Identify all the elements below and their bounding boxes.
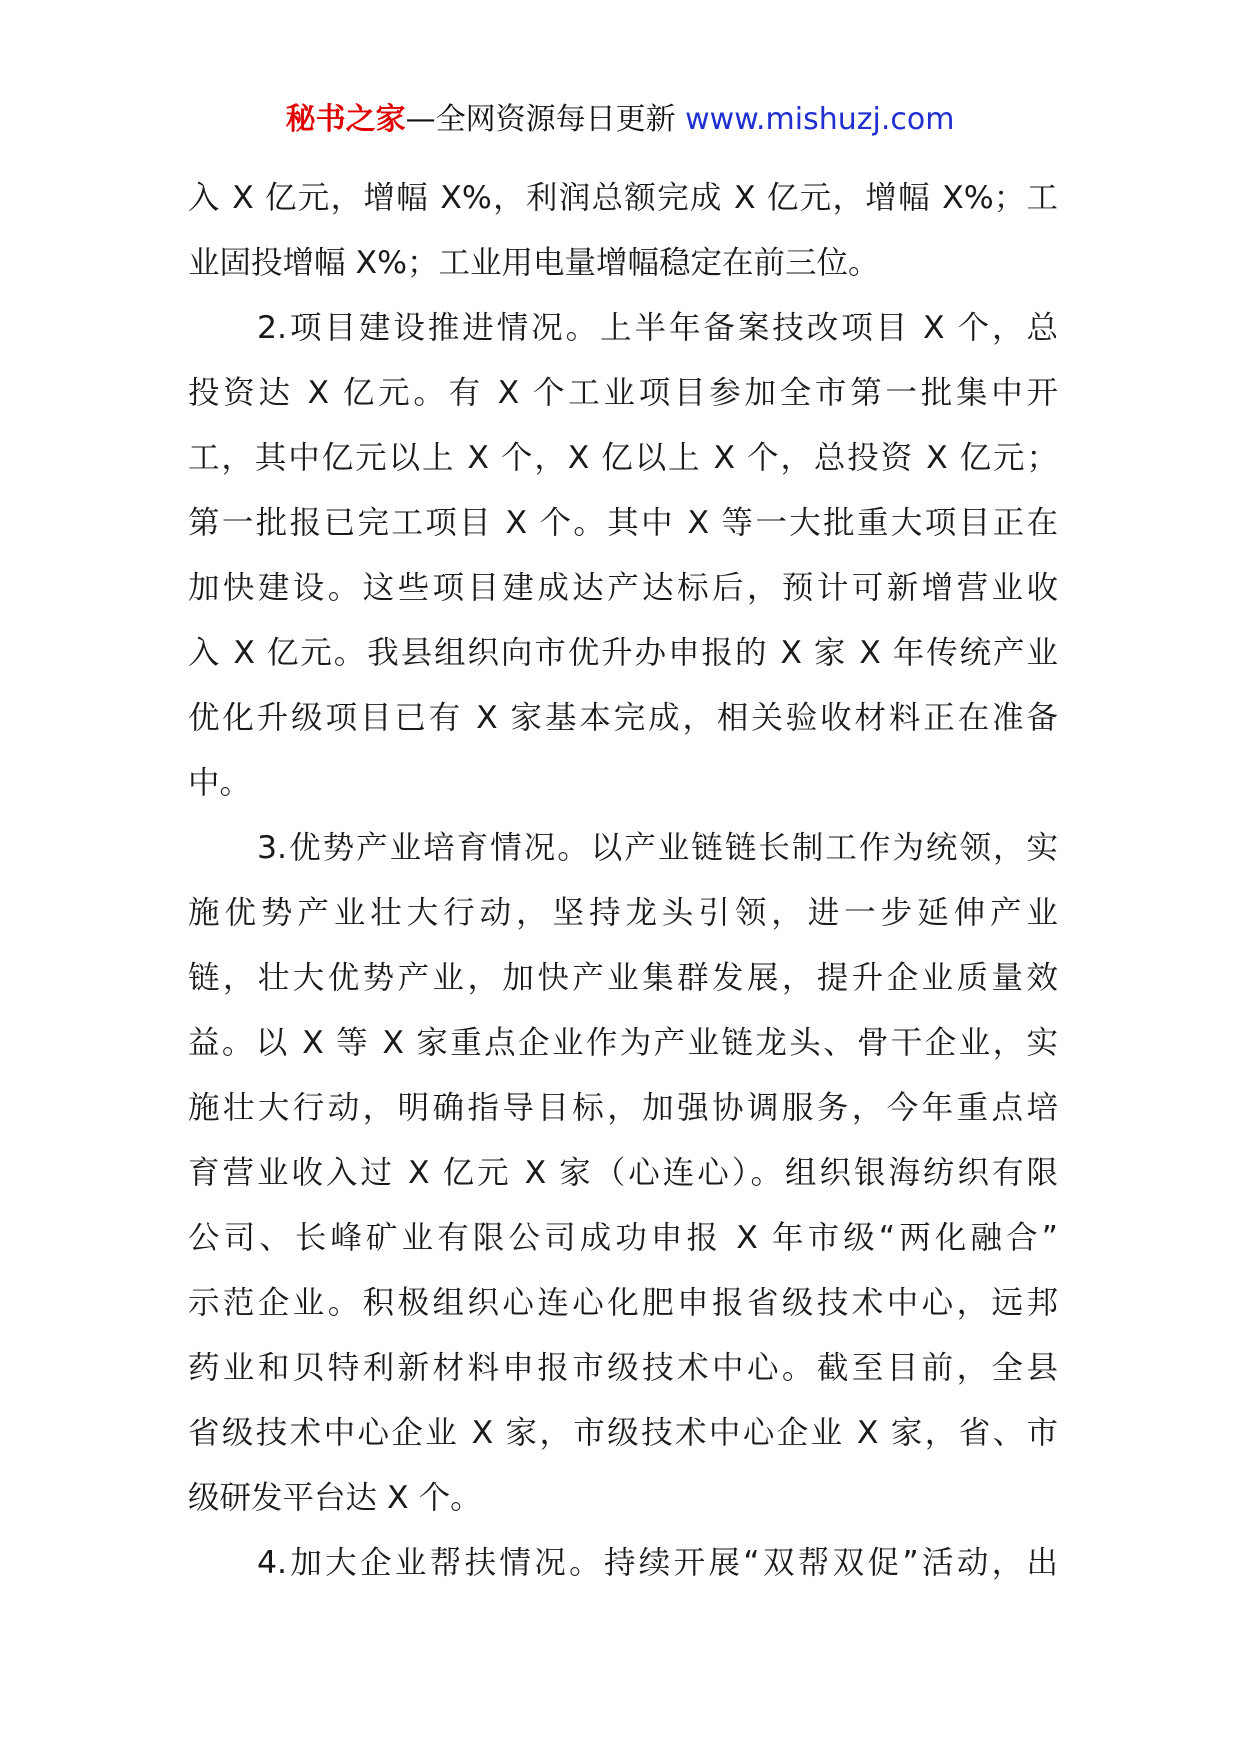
- text-line: 工，其中亿元以上 X 个，X 亿以上 X 个，总投资 X 亿元；: [188, 440, 1058, 476]
- text-line: 益。以 X 等 X 家重点企业作为产业链龙头、骨干企业，实: [188, 1025, 1058, 1061]
- brand-name: 秘书之家: [285, 102, 406, 137]
- text-line: 育营业收入过 X 亿元 X 家（心连心）。组织银海纺织有限: [188, 1155, 1058, 1191]
- header-slogan: —全网资源每日更新: [405, 102, 686, 137]
- text-line: 药业和贝特利新材料申报市级技术中心。截至目前，全县: [188, 1350, 1058, 1386]
- site-header: [0, 98, 1240, 142]
- text-line: 优化升级项目已有 X 家基本完成，相关验收材料正在准备: [188, 700, 1058, 736]
- document-body: [188, 166, 1058, 1596]
- text-line: 入 X 亿元，增幅 X%，利润总额完成 X 亿元，增幅 X%；工: [188, 180, 1058, 216]
- text-line: 中。: [188, 765, 252, 801]
- text-line: 第一批报已完工项目 X 个。其中 X 等一大批重大项目正在: [188, 505, 1058, 541]
- text-line: 公司、长峰矿业有限公司成功申报 X 年市级“两化融合”: [188, 1220, 1058, 1256]
- text-line: 省级技术中心企业 X 家，市级技术中心企业 X 家，省、市: [188, 1415, 1058, 1451]
- text-line: 级研发平台达 X 个。: [188, 1480, 482, 1516]
- paragraph-heading-line: 3.优势产业培育情况。以产业链链长制工作为统领，实: [257, 830, 1058, 866]
- text-line: 业固投增幅 X%；工业用电量增幅稳定在前三位。: [188, 245, 880, 281]
- paragraph-heading-line: 2.项目建设推进情况。上半年备案技改项目 X 个，总: [257, 310, 1058, 346]
- text-line: 施壮大行动，明确指导目标，加强协调服务，今年重点培: [188, 1090, 1058, 1126]
- site-url-link[interactable]: www.mishuzj.com: [685, 102, 955, 137]
- text-line: 入 X 亿元。我县组织向市优升办申报的 X 家 X 年传统产业: [188, 635, 1058, 671]
- text-line: 加快建设。这些项目建成达产达标后，预计可新增营业收: [188, 570, 1058, 606]
- text-line: 链，壮大优势产业，加快产业集群发展，提升企业质量效: [188, 960, 1058, 996]
- text-line: 示范企业。积极组织心连心化肥申报省级技术中心，远邦: [188, 1285, 1058, 1321]
- text-line: 投资达 X 亿元。有 X 个工业项目参加全市第一批集中开: [188, 375, 1058, 411]
- text-line: 施优势产业壮大行动，坚持龙头引领，进一步延伸产业: [188, 895, 1058, 931]
- paragraph-heading-line: 4.加大企业帮扶情况。持续开展“双帮双促”活动，出: [257, 1545, 1058, 1581]
